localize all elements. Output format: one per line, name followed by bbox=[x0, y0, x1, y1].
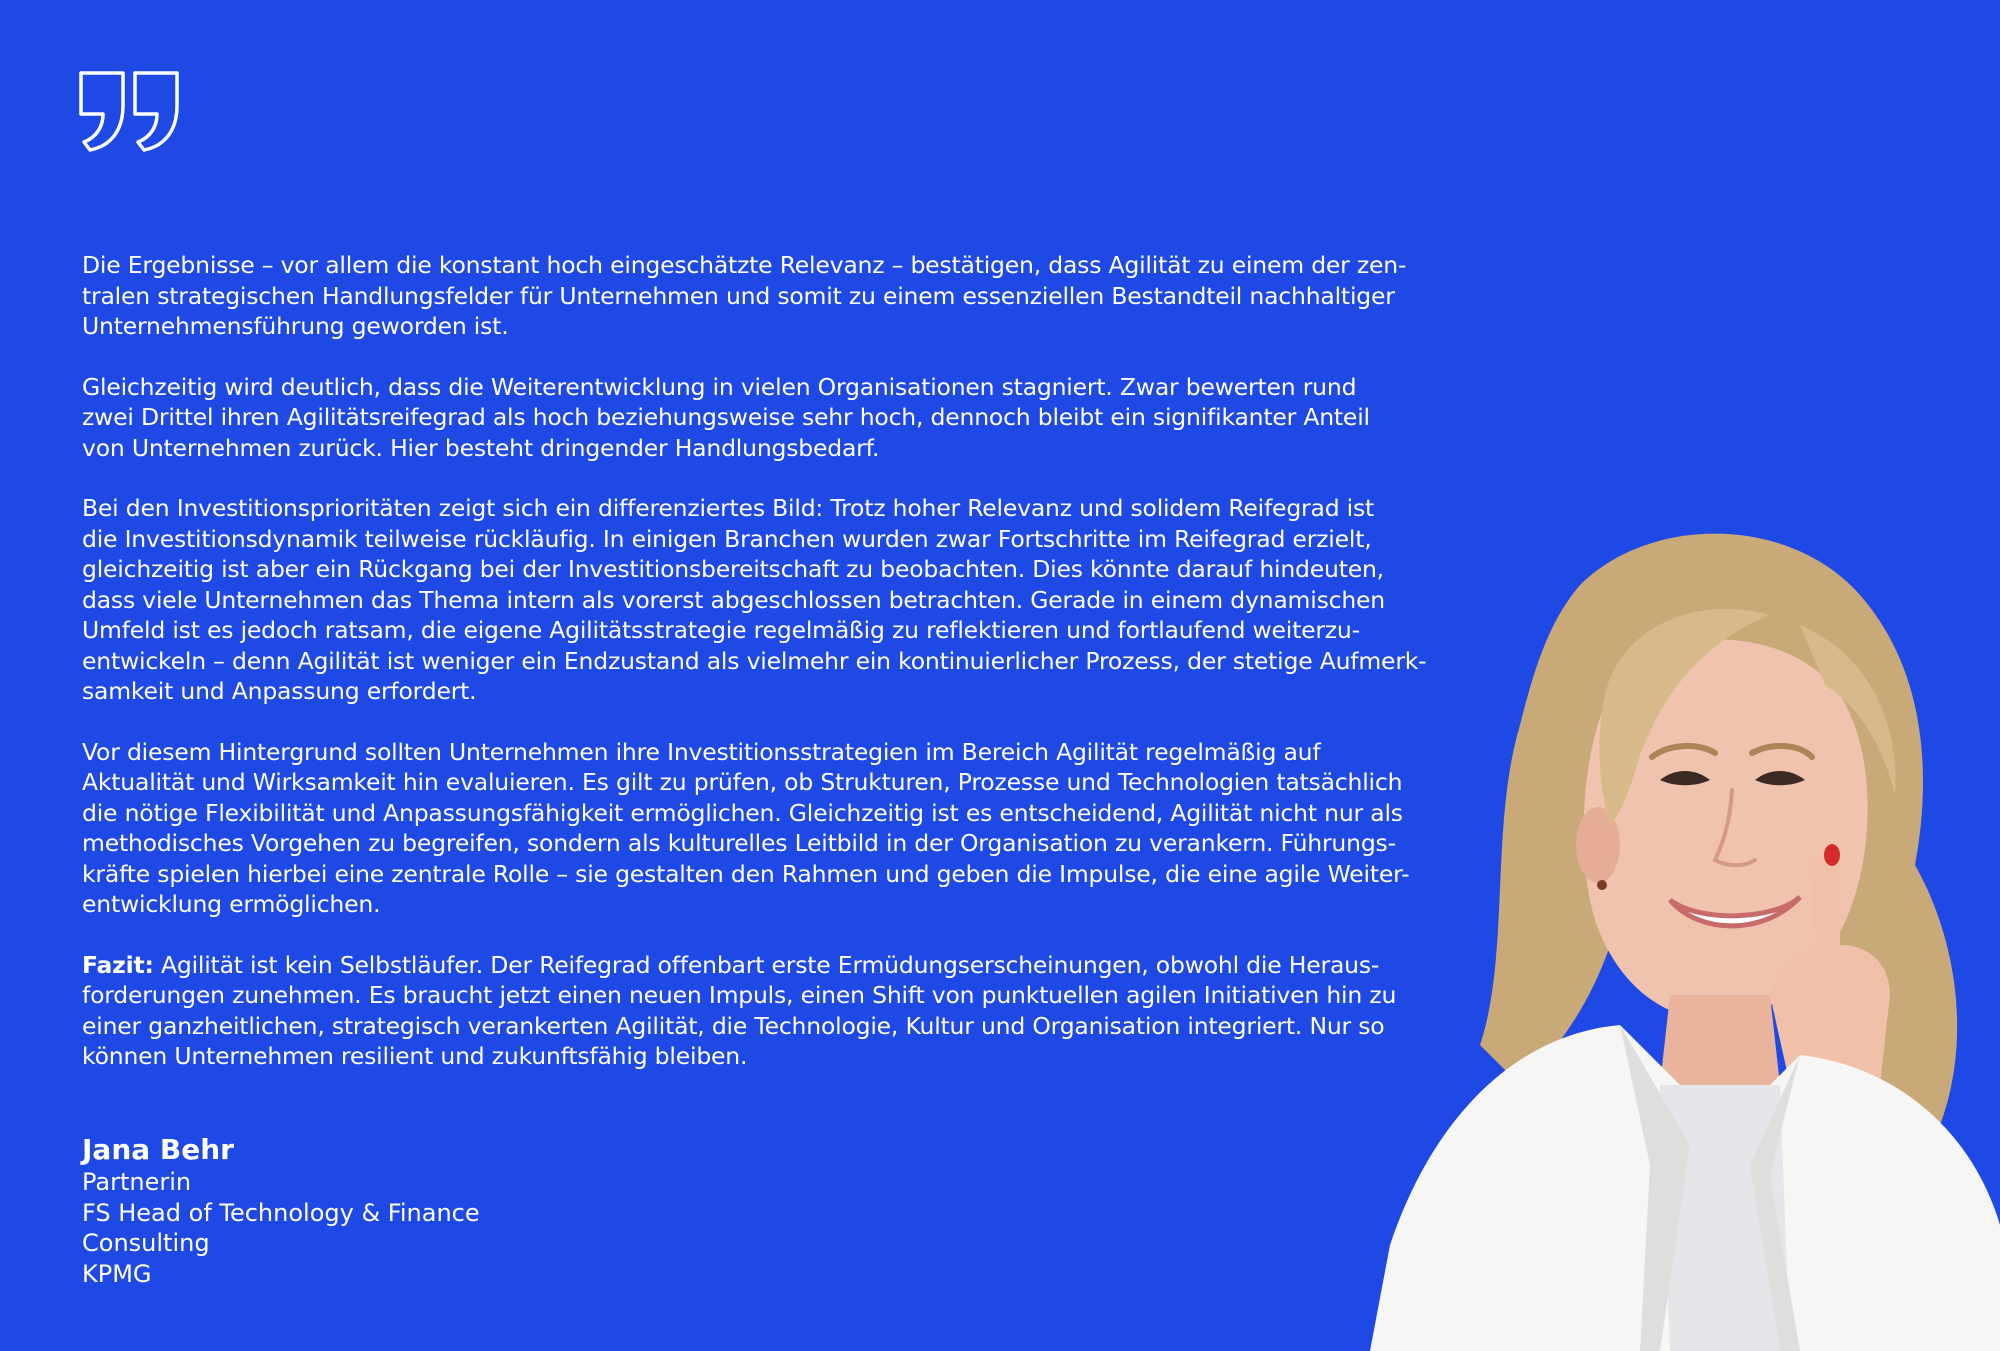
author-title: FS Head of Technology & Finance bbox=[82, 1198, 480, 1227]
author-unit: Consulting bbox=[82, 1229, 210, 1257]
author-signature bbox=[82, 1133, 480, 1289]
quote-body bbox=[82, 250, 1462, 1102]
closing-quotation-mark-icon bbox=[78, 70, 182, 154]
author-name: Jana Behr bbox=[82, 1133, 234, 1166]
author-portrait bbox=[1370, 525, 2000, 1351]
paragraph-conclusion bbox=[82, 950, 1462, 1072]
paragraph-stagnation: Gleichzeitig wird deutlich, dass die Weiterentwicklung in vielen Organisationen stagniert. Zwar bewerten rund zwei Drittel ihren Agilitätsreifegrad als hoch beziehungsweise sehr hoch, dennoch bleibt ein signifikanter Anteil von Unternehmen zurück. Hier besteht dringender Handlungsbedarf. bbox=[82, 372, 1370, 462]
author-role: Partnerin bbox=[82, 1168, 192, 1196]
conclusion-text: Agilität ist kein Selbstläufer. Der Reifegrad offenbart erste Ermüdungserscheinungen, obwohl die Heraus- forderungen zunehmen. Es braucht jetzt einen neuen Impuls, einen Shift von punktuellen agilen Initiativen hin zu einer ganzheitlichen, strategisch verankerten Agilität, die Technologie, Kultur und Organisation integriert. Nur so können Unternehmen resilient und zukunftsfähig bleiben. bbox=[82, 950, 1397, 1070]
author-company: KPMG bbox=[82, 1259, 152, 1288]
paragraph-results: Die Ergebnisse – vor allem die konstant hoch eingeschätzte Relevanz – bestätigen, dass Agilität zu einem der zen- tralen strategischen Handlungsfelder für Unternehmen und somit zu einem essenziellen Bestandteil nachhaltiger Unternehmensführung geworden ist. bbox=[82, 251, 1407, 340]
conclusion-label: Fazit: bbox=[82, 950, 154, 979]
paragraph-investment-strategies: Vor diesem Hintergrund sollten Unternehmen ihre Investitionsstrategien im Bereich Agilität regelmäßig auf Aktualität und Wirksamkeit hin evaluieren. Es gilt zu prüfen, ob Strukturen, Prozesse und Technologien tatsächlich die nötige Flexibilität und Anpassungsfähigkeit ermöglichen. Gleichzeitig ist es entscheidend, Agilität nicht nur als methodisches Vorgehen zu begreifen, sondern als kulturelles Leitbild in der Organisation zu verankern. Führungs- kräfte spielen hierbei eine zentrale Rolle – sie gestalten den Rahmen und geben die Impulse, die eine agile Weiter- entwicklung ermöglichen. bbox=[82, 737, 1410, 918]
paragraph-investment-priorities: Bei den Investitionsprioritäten zeigt sich ein differenziertes Bild: Trotz hoher Relevanz und solidem Reifegrad ist die Investitionsdynamik teilweise rückläufig. In einigen Branchen wurden zwar Fortschritte im Reifegrad erzielt, gleichzeitig ist aber ein Rückgang bei der Investitionsbereitschaft zu beobachten. Dies könnte darauf hindeuten, dass viele Unternehmen das Thema intern als vorerst abgeschlossen betrachten. Gerade in einem dynamischen Umfeld ist es jedoch ratsam, die eigene Agilitätsstrategie regelmäßig zu reflektieren und fortlaufend weiterzu- entwickeln – denn Agilität ist weniger ein Endzustand als vielmehr ein kontinuierlicher Prozess, der stetige Aufmerk- samkeit und Anpassung erfordert. bbox=[82, 494, 1427, 705]
